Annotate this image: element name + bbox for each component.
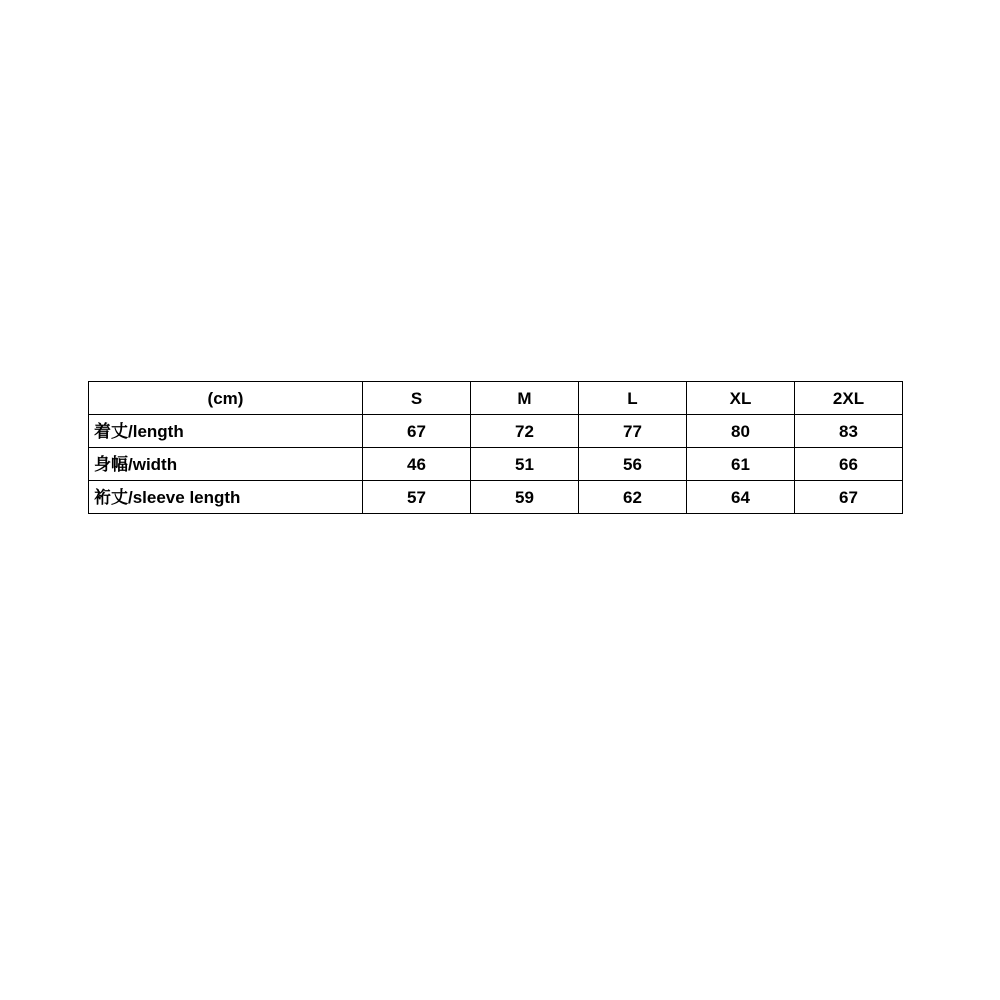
table-row-length <box>89 415 903 448</box>
row-label-length: 着丈/length <box>89 415 363 448</box>
header-unit-cell: (cm) <box>89 382 363 415</box>
header-size-l: L <box>579 382 687 415</box>
sleeve-m-value: 59 <box>471 481 579 514</box>
table-row-width <box>89 448 903 481</box>
header-row <box>89 382 903 415</box>
table-row-sleeve-length <box>89 481 903 514</box>
row-label-width: 身幅/width <box>89 448 363 481</box>
header-size-2xl: 2XL <box>795 382 903 415</box>
length-xl-value: 80 <box>687 415 795 448</box>
length-l-value: 77 <box>579 415 687 448</box>
size-chart-table <box>88 381 903 514</box>
header-size-s: S <box>363 382 471 415</box>
width-xl-value: 61 <box>687 448 795 481</box>
length-m-value: 72 <box>471 415 579 448</box>
row-label-sleeve-length: 裄丈/sleeve length <box>89 481 363 514</box>
width-l-value: 56 <box>579 448 687 481</box>
width-2xl-value: 66 <box>795 448 903 481</box>
sleeve-xl-value: 64 <box>687 481 795 514</box>
sleeve-s-value: 57 <box>363 481 471 514</box>
width-m-value: 51 <box>471 448 579 481</box>
header-size-xl: XL <box>687 382 795 415</box>
sleeve-2xl-value: 67 <box>795 481 903 514</box>
header-size-m: M <box>471 382 579 415</box>
sleeve-l-value: 62 <box>579 481 687 514</box>
width-s-value: 46 <box>363 448 471 481</box>
length-s-value: 67 <box>363 415 471 448</box>
length-2xl-value: 83 <box>795 415 903 448</box>
